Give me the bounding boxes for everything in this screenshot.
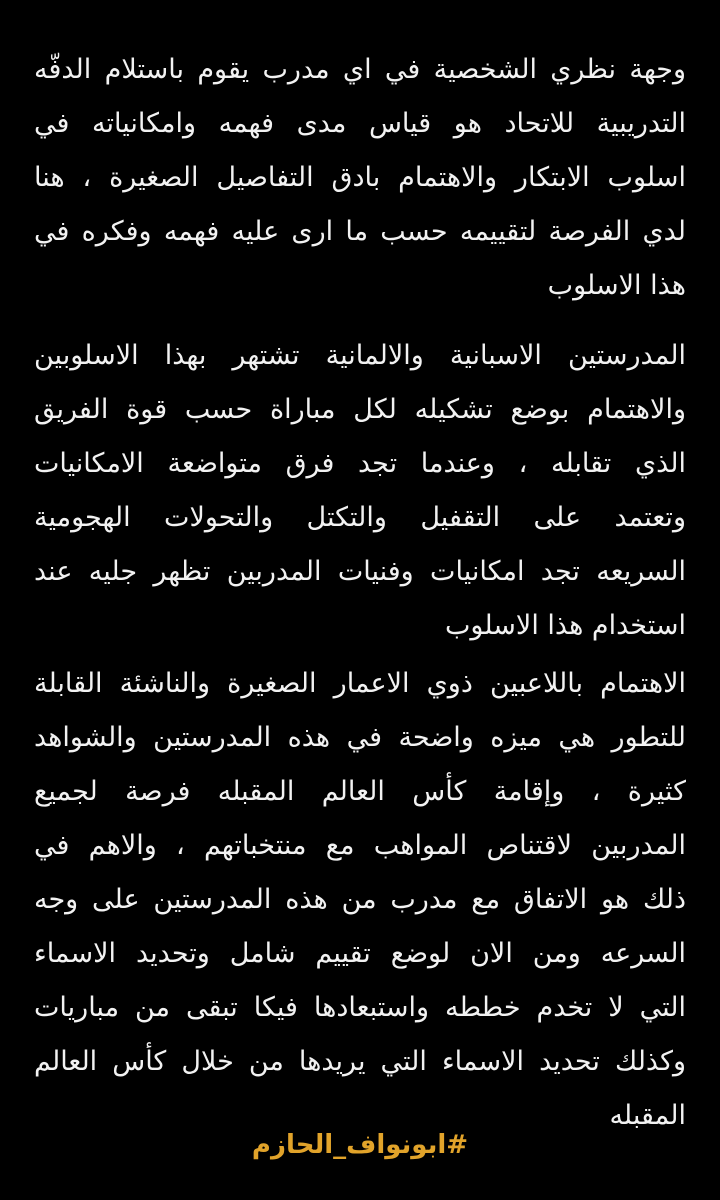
text-line: ذلك هو الاتفاق مع مدرب من هذه المدرستين على وجه — [34, 884, 686, 915]
text-line: للتطور هي ميزه واضحة في هذه المدرستين والشواهد — [34, 722, 686, 753]
text-line: والاهتمام بوضع تشكيله لكل مباراة حسب قوة الفريق — [34, 394, 686, 425]
text-line: وتعتمد على التقفيل والتكتل والتحولات الهجومية — [34, 502, 686, 533]
author-hashtag[interactable]: #ابونواف_الحازم — [251, 1130, 469, 1160]
paragraph-2 — [34, 329, 686, 653]
text-line: المدرستين الاسبانية والالمانية تشتهر بهذا الاسلوبين — [34, 340, 686, 371]
text-line: الذي تقابله ، وعندما تجد فرق متواضعة الامكانيات — [34, 448, 686, 479]
text-line: السرعه ومن الان لوضع تقييم شامل وتحديد الاسماء — [34, 938, 686, 969]
text-line: السريعه تجد امكانيات وفنيات المدربين تظهر جليه عند — [34, 556, 686, 587]
text-line: كثيرة ، وإقامة كأس العالم المقبله فرصة لجميع — [34, 776, 686, 807]
paragraph-3 — [34, 657, 686, 1143]
text-line: لدي الفرصة لتقييمه حسب ما ارى عليه فهمه وفكره في — [34, 216, 686, 247]
text-line: استخدام هذا الاسلوب — [445, 610, 686, 641]
text-line: التدريبية للاتحاد هو قياس مدى فهمه وامكانياته في — [34, 108, 686, 139]
text-line: المقبله — [609, 1100, 686, 1131]
text-line: وكذلك تحديد الاسماء التي يريدها من خلال كأس العالم — [34, 1046, 686, 1077]
text-line: الاهتمام باللاعبين ذوي الاعمار الصغيرة والناشئة القابلة — [34, 668, 686, 699]
text-line: التي لا تخدم خططه واستبعادها فيكا تبقى من مباريات — [34, 992, 686, 1023]
text-line: هذا الاسلوب — [547, 270, 686, 301]
text-line: المدربين لاقتناص المواهب مع منتخباتهم ، والاهم في — [34, 830, 686, 861]
paragraph-1 — [34, 43, 686, 313]
text-line: اسلوب الابتكار والاهتمام بادق التفاصيل الصغيرة ، هنا — [34, 162, 686, 193]
text-line: وجهة نظري الشخصية في اي مدرب يقوم باستلام الدفّه — [34, 54, 686, 85]
